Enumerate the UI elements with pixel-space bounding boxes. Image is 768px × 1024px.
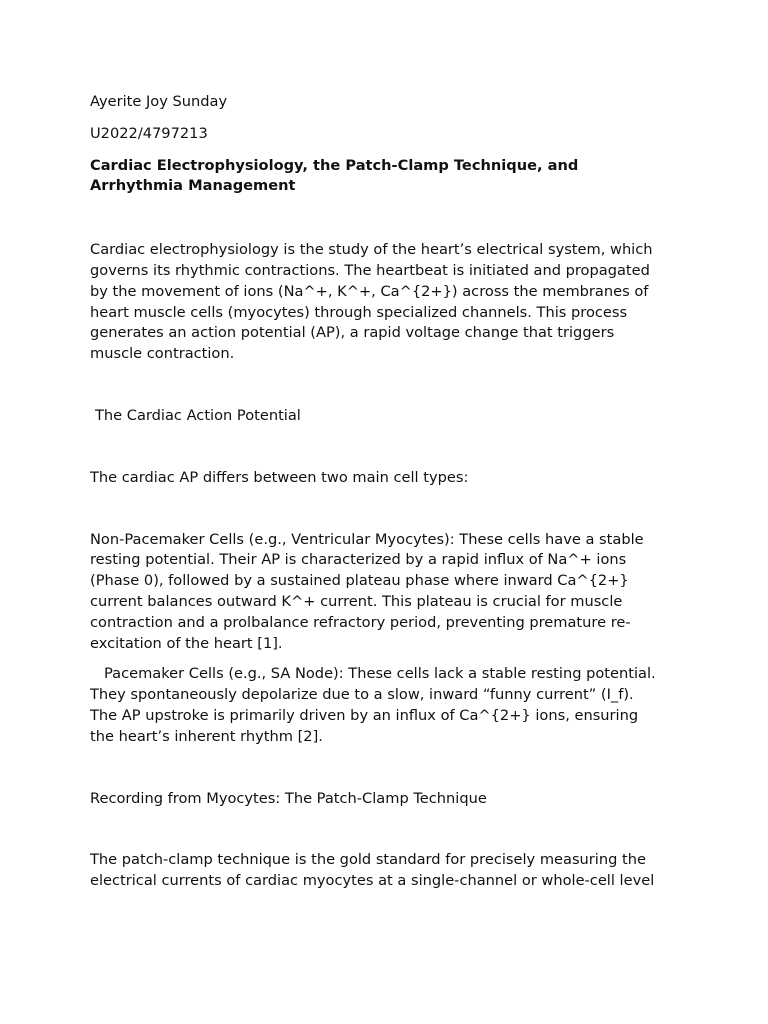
document-page [90, 92, 690, 892]
text-line: (Phase 0), followed by a sustained plateau phase where inward Ca^{2+} [90, 572, 629, 590]
nonpacemaker-paragraph [90, 530, 690, 655]
text-line: excitation of the heart [1]. [90, 634, 283, 652]
text-line: Non-Pacemaker Cells (e.g., Ventricular Myocytes): These cells have a stable [90, 530, 644, 548]
text-line: The AP upstroke is primarily driven by an influx of Ca^{2+} ions, ensuring [90, 706, 639, 724]
text-line: the heart’s inherent rhythm [2]. [90, 727, 323, 745]
section-lead-text: The cardiac AP differs between two main cell types: [90, 468, 469, 486]
title-line: Arrhythmia Management [90, 177, 296, 195]
text-line: muscle contraction. [90, 345, 235, 363]
patchclamp-paragraph [90, 850, 690, 892]
section-heading-action-potential: The Cardiac Action Potential [95, 406, 301, 424]
text-line: They spontaneously depolarize due to a slow, inward “funny current” (I_f). [90, 686, 634, 704]
student-id: U2022/4797213 [90, 124, 208, 142]
text-line: Cardiac electrophysiology is the study of the heart’s electrical system, which [90, 241, 653, 259]
section-heading-patch-clamp: Recording from Myocytes: The Patch-Clamp Technique [90, 789, 487, 807]
intro-paragraph [90, 240, 690, 365]
text-line: governs its rhythmic contractions. The heartbeat is initiated and propagated [90, 261, 650, 279]
text-line: by the movement of ions (Na^+, K^+, Ca^{2+}) across the membranes of [90, 282, 649, 300]
document-title [90, 156, 690, 198]
pacemaker-paragraph [90, 664, 690, 747]
author-name: Ayerite Joy Sunday [90, 93, 228, 110]
text-line: generates an action potential (AP), a rapid voltage change that triggers [90, 324, 615, 342]
text-line: current balances outward K^+ current. This plateau is crucial for muscle [90, 592, 623, 610]
text-line: The patch-clamp technique is the gold standard for precisely measuring the [90, 851, 646, 869]
text-line: Pacemaker Cells (e.g., SA Node): These cells lack a stable resting potential. [104, 665, 656, 683]
title-line: Cardiac Electrophysiology, the Patch-Clamp Technique, and [90, 156, 579, 174]
text-line: contraction and a prolbalance refractory period, preventing premature re- [90, 613, 631, 631]
text-line: electrical currents of cardiac myocytes at a single-channel or whole-cell level [90, 872, 655, 890]
text-line: resting potential. Their AP is characterized by a rapid influx of Na^+ ions [90, 551, 627, 569]
text-line: heart muscle cells (myocytes) through specialized channels. This process [90, 303, 628, 321]
